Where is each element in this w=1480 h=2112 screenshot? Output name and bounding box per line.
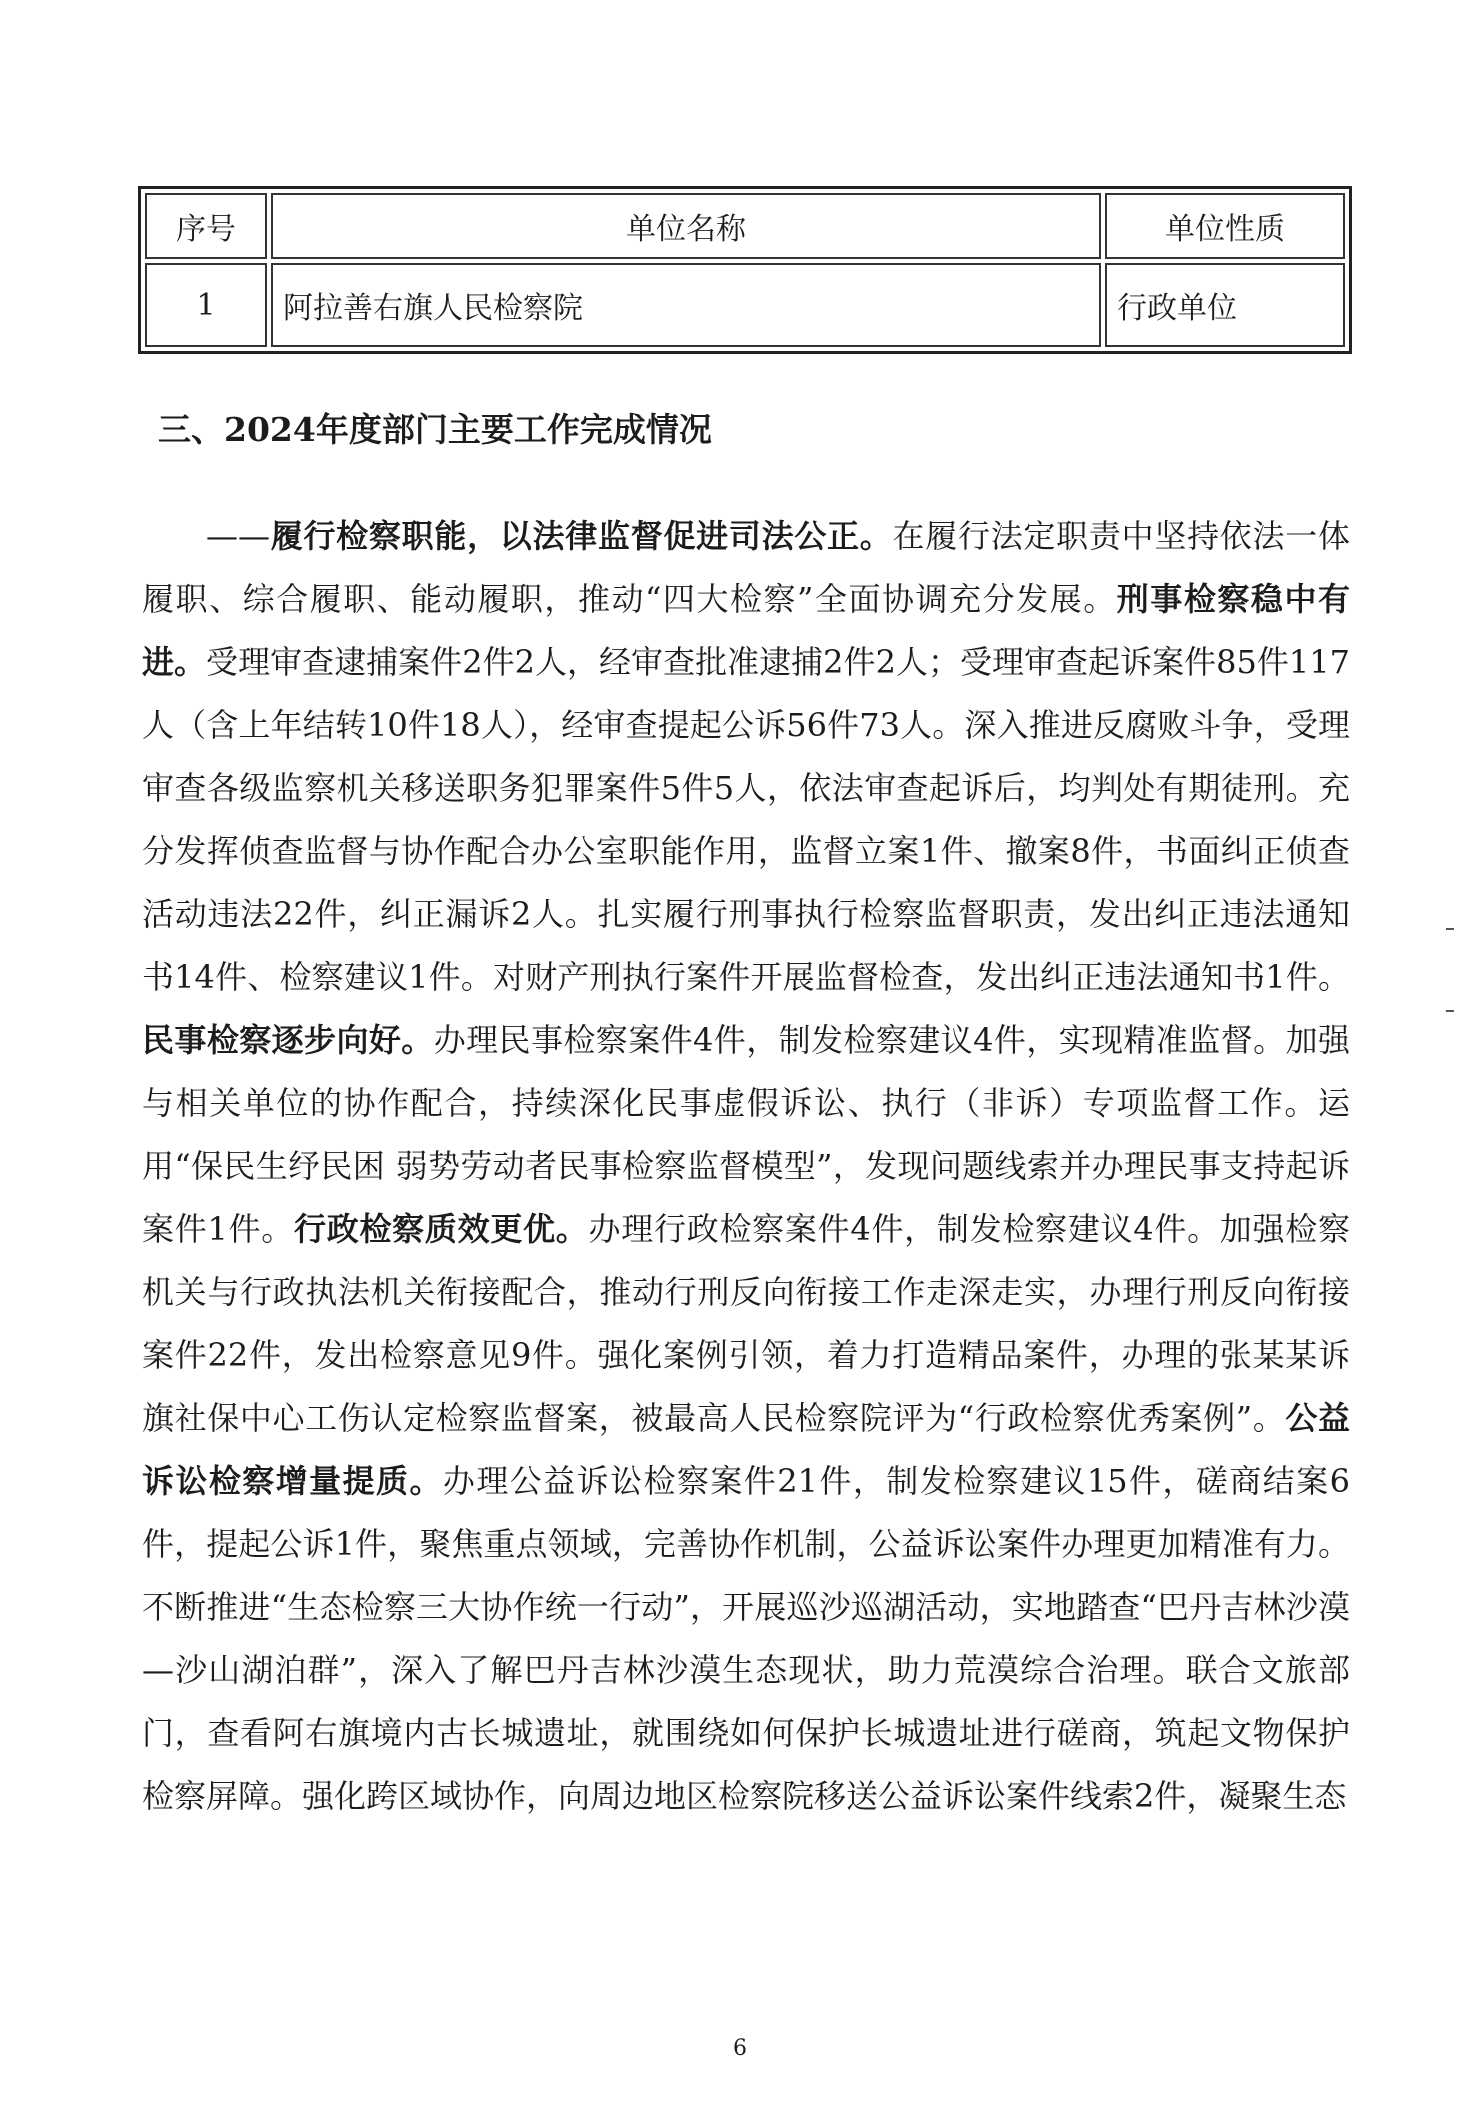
unit-table: [138, 186, 1352, 354]
header-unit-type: 单位性质: [1105, 193, 1345, 259]
table-header-row: [145, 193, 1345, 259]
bold-lead-sentence: 履行检察职能，以法律监督促进司法公正。: [270, 517, 893, 555]
cell-unit-type: 行政单位: [1105, 263, 1345, 347]
body-segment: 在履行法定职责中坚持依法一体履职、综合履职、能动履职，推动“四大检察”全面协调充分发展。: [142, 517, 1350, 618]
page-number: 6: [733, 2036, 747, 2061]
body-segment-public-interest: 办理公益诉讼检察案件21件，制发检察建议15件，磋商结案6件，提起公诉1件，聚焦重点领域，完善协作机制，公益诉讼案件办理更加精准有力。不断推进“生态检察三大协作统一行动”，开展巡沙巡湖活动，实地踏查“巴丹吉林沙漠—沙山湖泊群”，深入了解巴丹吉林沙漠生态现状，助力荒漠综合治理。联合文旅部门，查看阿右旗境内古长城遗址，就围绕如何保护长城遗址进行磋商，筑起文物保护检察屏障。强化跨区域协作，向周边地区检察院移送公益诉讼案件线索2件，凝聚生态: [142, 1462, 1350, 1815]
scan-mark: [1446, 1010, 1454, 1012]
body-segment-civil: 办理民事检察案件4件，制发检察建议4件，实现精准监督。加强与相关单位的协作配合，持续深化民事虚假诉讼、执行（非诉）专项监督工作。运用“保民生纾民困 弱势劳动者民事检察监督模型”，发现问题线索并办理民事支持起诉案件1件。: [142, 1021, 1350, 1248]
bold-heading-public-interest: 公益诉讼检察增量提质。: [142, 1399, 1350, 1500]
body-segment-criminal: 受理审查逮捕案件2件2人，经审查批准逮捕2件2人；受理审查起诉案件85件117人（含上年结转10件18人），经审查提起公诉56件73人。深入推进反腐败斗争，受理审查各级监察机关移送职务犯罪案件5件5人，依法审查起诉后，均判处有期徒刑。充分发挥侦查监督与协作配合办公室职能作用，监督立案1件、撤案8件，书面纠正侦查活动违法22件，纠正漏诉2人。扎实履行刑事执行检察监督职责，发出纠正违法通知书14件、检察建议1件。对财产刑执行案件开展监督检查，发出纠正违法通知书1件。: [142, 643, 1350, 996]
cell-unit-name: 阿拉善右旗人民检察院: [271, 263, 1101, 347]
bold-heading-civil: 民事检察逐步向好。: [142, 1021, 434, 1059]
body-segment-administrative: 办理行政检察案件4件，制发检察建议4件。加强检察机关与行政执法机关衔接配合，推动行刑反向衔接工作走深走实，办理行刑反向衔接案件22件，发出检察意见9件。强化案例引领，着力打造精品案件，办理的张某某诉旗社保中心工伤认定检察监督案，被最高人民检察院评为“行政检察优秀案例”。: [142, 1210, 1350, 1437]
header-index: 序号: [145, 193, 267, 259]
header-unit-name: 单位名称: [271, 193, 1101, 259]
body-paragraph: [142, 505, 1350, 1828]
table-row: [145, 263, 1345, 347]
cell-index: 1: [145, 263, 267, 347]
section-heading: 三、2024年度部门主要工作完成情况: [158, 410, 712, 449]
dash-lead: ——: [206, 517, 270, 555]
bold-heading-criminal: 刑事检察稳中有进。: [142, 580, 1350, 681]
bold-heading-administrative: 行政检察质效更优。: [294, 1210, 589, 1248]
scan-mark: [1446, 928, 1454, 930]
